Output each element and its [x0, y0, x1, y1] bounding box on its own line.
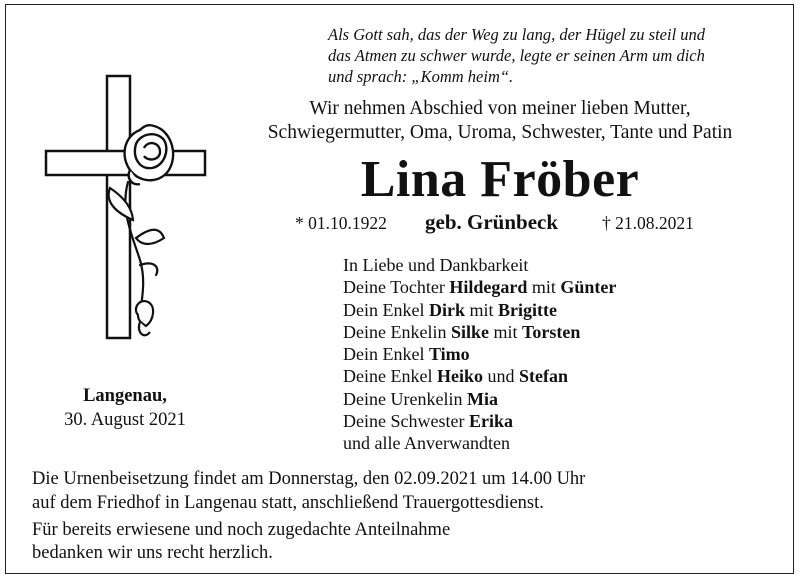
mourner-relation: Dein Enkel: [343, 344, 429, 365]
mourner-name: Timo: [428, 344, 470, 365]
birth-date: * 01.10.1922: [295, 213, 387, 233]
maiden-name: geb. Grünbeck: [425, 210, 559, 234]
place-date: 30. August 2021: [64, 410, 186, 430]
intro-line: Wir nehmen Abschied von meiner lieben Mutter,: [309, 98, 691, 119]
ceremony-line: auf dem Friedhof in Langenau statt, anschließend Trauergottesdienst.: [32, 493, 544, 513]
mourner-relation: und: [482, 366, 519, 387]
mourner-relation: Deine Schwester: [343, 411, 469, 432]
mourner-name: Brigitte: [498, 299, 557, 320]
mourner-line: [343, 321, 616, 343]
mourner-relation: Deine Tochter: [343, 277, 450, 298]
poem-quote: [328, 24, 768, 87]
thanks-line: bedanken wir uns recht herzlich.: [32, 543, 273, 563]
mourner-name: Hildegard: [449, 277, 528, 298]
thanks-line: Für bereits erwiesene und noch zugedachte Anteilnahme: [32, 520, 451, 540]
mourner-line: [343, 410, 616, 432]
mourner-line: [343, 299, 616, 321]
mourner-relation: mit: [527, 277, 561, 298]
cross-with-rose-icon: [40, 70, 210, 345]
quote-line: das Atmen zu schwer wurde, legte er seinen Arm um dich: [328, 46, 705, 65]
mourner-relation: mit: [488, 321, 522, 342]
intro-line: Schwiegermutter, Oma, Uroma, Schwester, Tante und Patin: [267, 122, 733, 143]
mourner-name: Silke: [450, 321, 489, 342]
ceremony-line: Die Urnenbeisetzung findet am Donnerstag, den 02.09.2021 um 14.00 Uhr: [32, 469, 586, 489]
mourners-list: [343, 254, 616, 455]
place-city: Langenau,: [83, 386, 167, 406]
mourner-name: Dirk: [428, 299, 465, 320]
mourner-relation: Deine Enkel: [343, 366, 437, 387]
deceased-name: Lina Fröber: [360, 151, 640, 208]
mourner-name: Heiko: [436, 366, 483, 387]
mourner-line: [343, 388, 616, 410]
mourner-name: Günter: [560, 277, 617, 298]
mourner-name: Torsten: [522, 321, 581, 342]
intro-text: [220, 97, 780, 145]
mourner-relation: und alle Anverwandten: [343, 433, 510, 454]
mourner-line: [343, 365, 616, 387]
mourner-name: Mia: [466, 388, 498, 409]
death-date: † 21.08.2021: [602, 213, 694, 233]
quote-line: Als Gott sah, das der Weg zu lang, der Hügel zu steil und: [328, 25, 706, 44]
mourner-relation: Deine Enkelin: [343, 321, 451, 342]
mourner-relation: In Liebe und Dankbarkeit: [343, 255, 529, 275]
mourner-line: [343, 276, 616, 298]
mourner-relation: Dein Enkel: [343, 299, 429, 320]
mourner-line: [343, 254, 616, 276]
thanks-text: [32, 519, 450, 565]
mourner-line: [343, 432, 616, 454]
mourner-line: [343, 343, 616, 365]
mourner-name: Erika: [468, 411, 513, 432]
mourner-relation: mit: [464, 299, 498, 320]
ceremony-info: [32, 467, 585, 515]
place-and-date: [30, 384, 220, 432]
mourner-name: Stefan: [518, 366, 568, 387]
mourner-relation: Deine Urenkelin: [343, 388, 467, 409]
quote-line: und sprach: „Komm heim“.: [328, 67, 514, 86]
